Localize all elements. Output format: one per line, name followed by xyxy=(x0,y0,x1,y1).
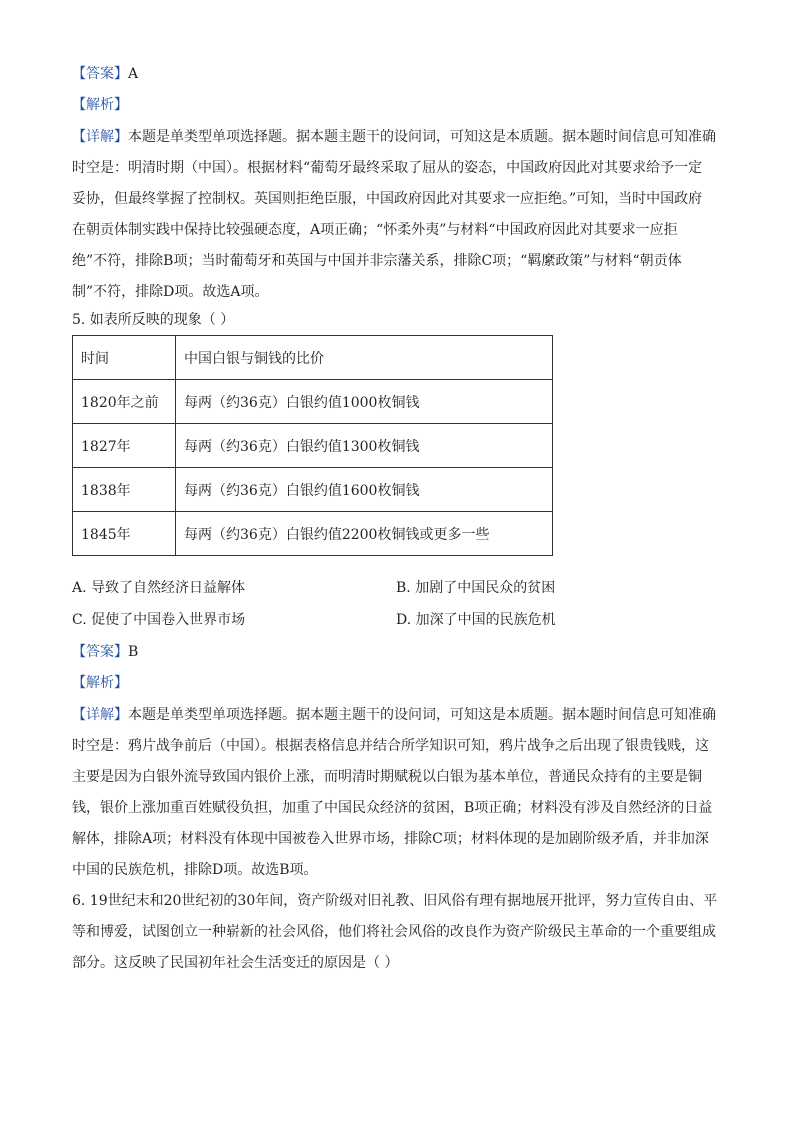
table-cell: 每两（约36克）白银约值1000枚铜钱 xyxy=(176,380,553,424)
table-header-row xyxy=(73,336,553,380)
option-b: B. 加剧了中国民众的贫困 xyxy=(396,580,556,596)
detail-line: 时空是：明清时期（中国）。根据材料“葡萄牙最终采取了屈从的姿态，中国政府因此对其要求给予一定 xyxy=(72,160,703,176)
q4-analysis-heading xyxy=(72,95,724,116)
detail-line: 解体，排除A项；材料没有体现中国被卷入世界市场，排除C项；材料体现的是加剧阶级矛盾，并非加深 xyxy=(72,831,709,847)
q6-line: 等和博爱，试图创立一种崭新的社会风俗，他们将社会风俗的改良作为资产阶级民主革命的一个重要组成 xyxy=(72,924,716,940)
table-cell: 每两（约36克）白银约值1600枚铜钱 xyxy=(176,468,553,512)
document-page xyxy=(72,60,724,979)
answer-tag: 【答案】 xyxy=(72,644,128,660)
q5-detail xyxy=(72,700,724,886)
detail-tag: 【详解】 xyxy=(72,707,128,723)
answer-value: B xyxy=(128,644,139,660)
table-row xyxy=(73,468,553,512)
analysis-tag: 【解析】 xyxy=(72,675,128,691)
table-cell: 1820年之前 xyxy=(73,380,176,424)
q6-line: 6. 19世纪末和20世纪初的30年间，资产阶级对旧礼教、旧风俗有理有据地展开批评，努力宣传自由、平 xyxy=(72,893,718,909)
q6-stem xyxy=(72,886,724,979)
detail-line: 时空是：鸦片战争前后（中国）。根据表格信息并结合所学知识可知，鸦片战争之后出现了银贵钱贱，这 xyxy=(72,738,709,754)
q4-answer xyxy=(72,64,724,85)
answer-value: A xyxy=(128,66,139,82)
table-header-cell: 时间 xyxy=(73,336,176,380)
detail-line: 在朝贡体制实践中保持比较强硬态度，A项正确；“怀柔外夷”与材料“中国政府因此对其要求一应拒 xyxy=(72,222,678,238)
detail-line: 钱，银价上涨加重百姓赋役负担，加重了中国民众经济的贫困，B项正确；材料没有涉及自然经济的日益 xyxy=(72,800,713,816)
answer-tag: 【答案】 xyxy=(72,66,128,82)
option-d: D. 加深了中国的民族危机 xyxy=(396,612,556,628)
table-row xyxy=(73,424,553,468)
detail-tag: 【详解】 xyxy=(72,129,128,145)
detail-line: 本题是单类型单项选择题。据本题主题干的设问词，可知这是本质题。据本题时间信息可知准确 xyxy=(128,129,716,145)
q4-detail xyxy=(72,122,724,308)
q6-line: 部分。这反映了民国初年社会生活变迁的原因是（ ） xyxy=(72,955,399,971)
detail-line: 绝”不符，排除B项；当时葡萄牙和英国与中国并非宗藩关系，排除C项；“羁縻政策”与材料“朝贡体 xyxy=(72,253,682,269)
option-a: A. 导致了自然经济日益解体 xyxy=(72,580,246,596)
table-cell: 每两（约36克）白银约值1300枚铜钱 xyxy=(176,424,553,468)
table-cell: 每两（约36克）白银约值2200枚铜钱或更多一些 xyxy=(176,512,553,556)
table-row xyxy=(73,512,553,556)
q5-answer xyxy=(72,642,724,663)
detail-line: 本题是单类型单项选择题。据本题主题干的设问词，可知这是本质题。据本题时间信息可知准确 xyxy=(128,707,716,723)
q5-stem: 5. 如表所反映的现象（ ） xyxy=(72,312,235,328)
table-header-cell: 中国白银与铜钱的比价 xyxy=(176,336,553,380)
table-row xyxy=(73,380,553,424)
q5-analysis-heading xyxy=(72,673,724,694)
detail-line: 制”不符，排除D项。故选A项。 xyxy=(72,284,269,300)
detail-line: 中国的民族危机，排除D项。故选B项。 xyxy=(72,862,318,878)
q5-options xyxy=(72,578,724,642)
table-cell: 1827年 xyxy=(73,424,176,468)
detail-line: 妥协，但最终掌握了控制权。英国则拒绝臣服，中国政府因此对其要求一应拒绝。”可知，当时中国政府 xyxy=(72,191,703,207)
silver-copper-table xyxy=(72,335,553,556)
table-cell: 1838年 xyxy=(73,468,176,512)
analysis-tag: 【解析】 xyxy=(72,97,128,113)
table-cell: 1845年 xyxy=(73,512,176,556)
option-c: C. 促使了中国卷入世界市场 xyxy=(72,612,246,628)
detail-line: 主要是因为白银外流导致国内银价上涨，而明清时期赋税以白银为基本单位，普通民众持有的主要是铜 xyxy=(72,769,702,785)
